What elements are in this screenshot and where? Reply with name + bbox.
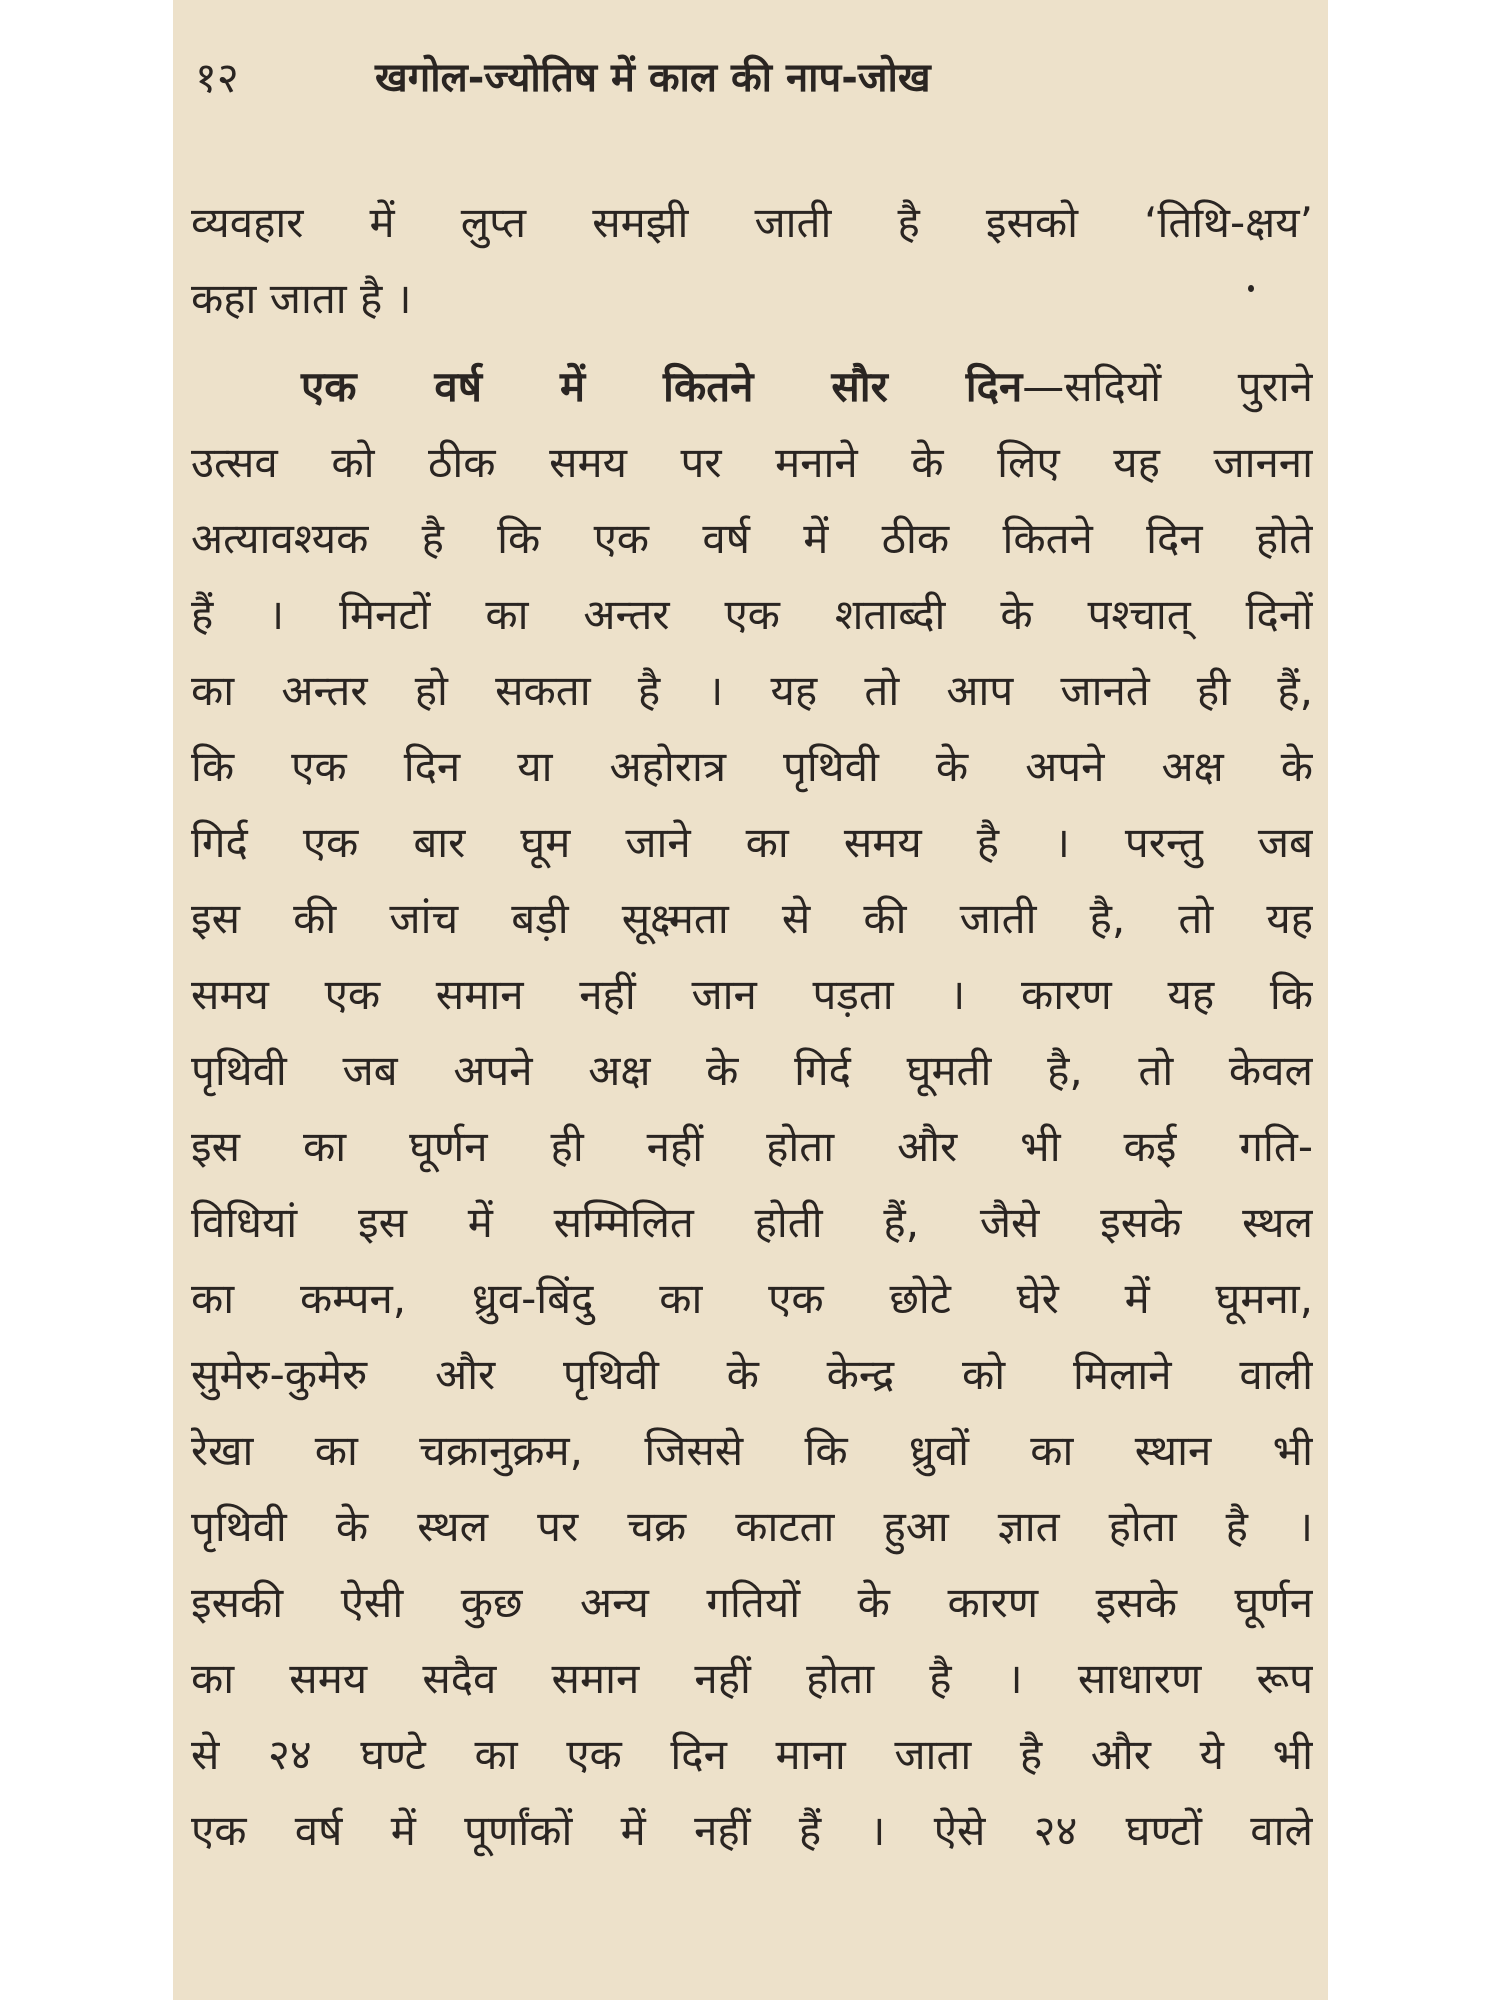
text-line: का अन्तर हो सकता है । यह तो आप जानते ही हैं, xyxy=(191,666,1313,715)
text-line: रेखा का चक्रानुक्रम, जिससे कि ध्रुवों का स्थान भी xyxy=(191,1426,1313,1475)
chapter-title: खगोल-ज्योतिष में काल की नाप-जोख xyxy=(375,55,931,101)
book-page xyxy=(173,0,1328,2000)
paragraph-gap xyxy=(191,337,1313,349)
text-line: समय एक समान नहीं जान पड़ता । कारण यह कि xyxy=(191,970,1313,1019)
text-line: से २४ घण्टे का एक दिन माना जाता है और ये भी xyxy=(191,1730,1313,1779)
text-line: विधियां इस में सम्मिलित होती हैं, जैसे इसके स्थल xyxy=(191,1198,1313,1247)
text-line: इस की जांच बड़ी सूक्ष्मता से की जाती है, तो यह xyxy=(191,894,1313,943)
text-line: इसकी ऐसी कुछ अन्य गतियों के कारण इसके घूर्णन xyxy=(191,1578,1313,1627)
text-line: का कम्पन, ध्रुव-बिंदु का एक छोटे घेरे में घूमना, xyxy=(191,1274,1313,1323)
page-body xyxy=(191,185,1313,1869)
page-number: १२ xyxy=(195,53,239,102)
text-line: पृथिवी जब अपने अक्ष के गिर्द घूमती है, तो केवल xyxy=(191,1046,1313,1095)
running-header xyxy=(195,48,1305,108)
text-line: पृथिवी के स्थल पर चक्र काटता हुआ ज्ञात होता है । xyxy=(191,1502,1313,1551)
text-line: हैं । मिनटों का अन्तर एक शताब्दी के पश्चात् दिनों xyxy=(191,590,1313,639)
text-line: का समय सदैव समान नहीं होता है । साधारण रूप xyxy=(191,1654,1313,1703)
text-line: उत्सव को ठीक समय पर मनाने के लिए यह जानना xyxy=(191,438,1313,487)
heading-line-rest: —सदियों पुराने xyxy=(1022,362,1313,411)
text-line: कि एक दिन या अहोरात्र पृथिवी के अपने अक्ष के xyxy=(191,742,1313,791)
section-heading: एक वर्ष में कितने सौर दिन xyxy=(301,362,1023,411)
paragraph-2 xyxy=(191,349,1313,1869)
text-line: इस का घूर्णन ही नहीं होता और भी कई गति- xyxy=(191,1122,1313,1171)
text-line: सुमेरु-कुमेरु और पृथिवी के केन्द्र को मिलाने वाली xyxy=(191,1350,1313,1399)
text-line: गिर्द एक बार घूम जाने का समय है । परन्तु जब xyxy=(191,818,1313,867)
text-line: व्यवहार में लुप्त समझी जाती है इसको ‘तिथि-क्षय’ xyxy=(191,198,1313,247)
text-line: एक वर्ष में पूर्णांकों में नहीं हैं । ऐसे २४ घण्टों वाले xyxy=(191,1806,1313,1855)
text-line: कहा जाता है । xyxy=(191,274,412,323)
text-line-with-heading xyxy=(191,349,1313,425)
text-line: अत्यावश्यक है कि एक वर्ष में ठीक कितने दिन होते xyxy=(191,514,1313,563)
paragraph-1 xyxy=(191,185,1313,337)
